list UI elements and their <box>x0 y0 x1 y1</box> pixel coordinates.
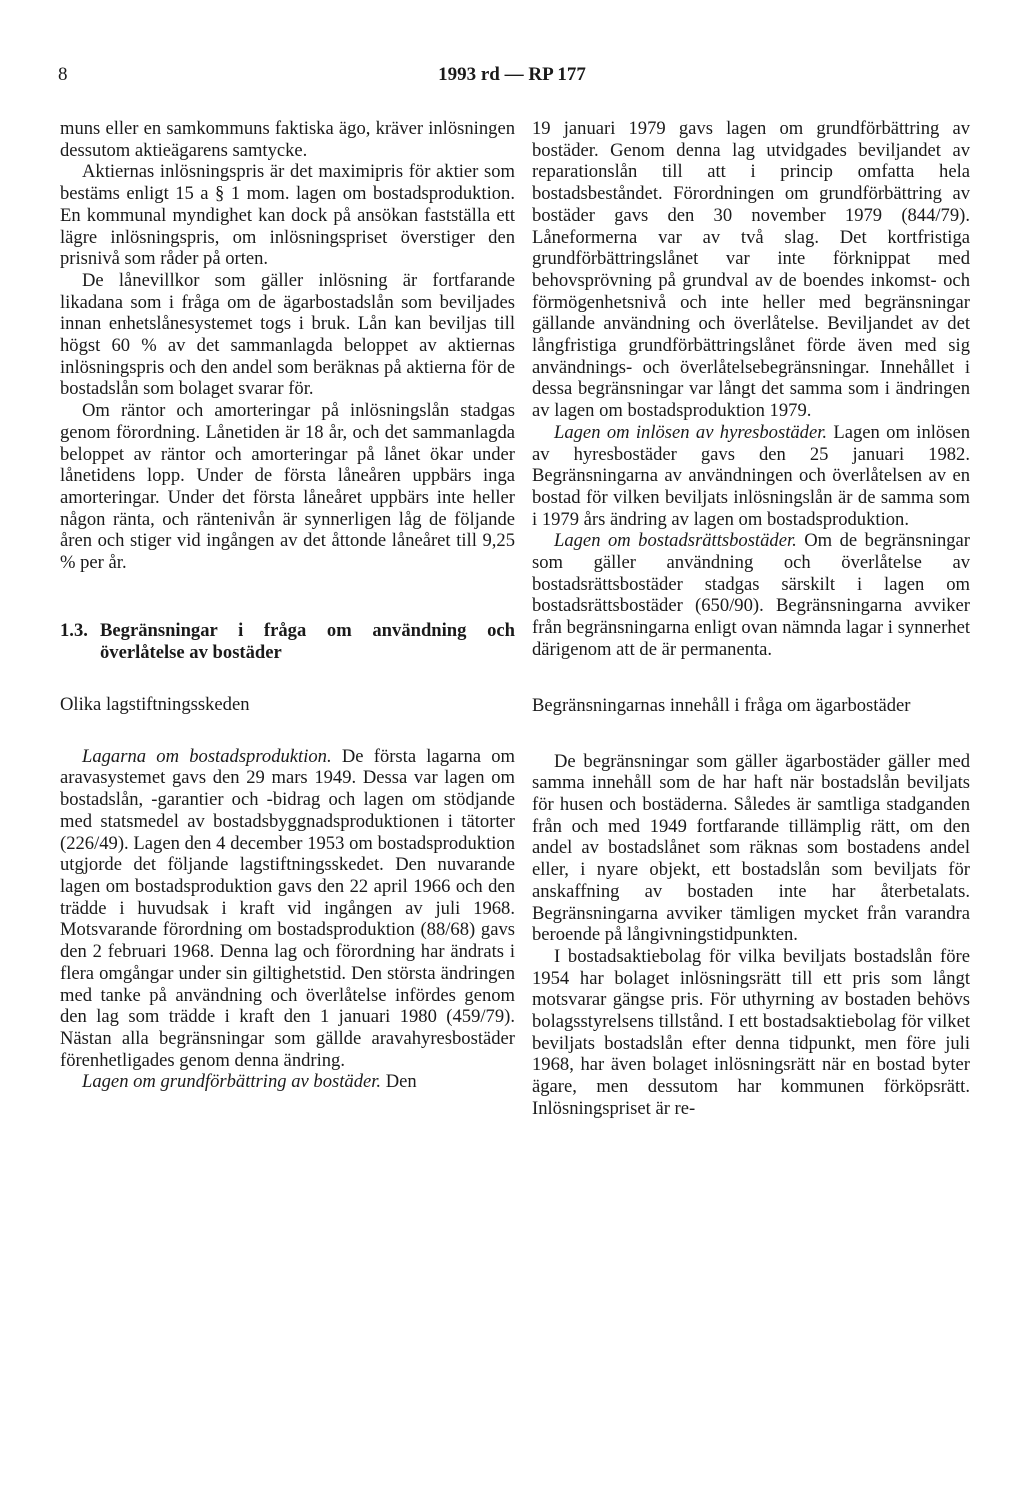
paragraph-text: Om de begränsningar som gäller användning och överlåtelse av bostadsrättsbostäder stadgas särskilt i lagen om bostadsrättsbostäder (650/90). Begränsningarna avviker från begränsningarna enligt ovan nämnda lagar i synnerhet därigenom att de är permanenta. <box>532 530 970 660</box>
law-title: Lagen om grundförbättring av bostäder. <box>82 1071 382 1093</box>
law-title: Lagen om bostadsrättsbostäder. <box>554 530 797 552</box>
paragraph-text: Lagen om inlösen av hyresbostäder gavs den 25 januari 1982. Begränsningarna av användningen och överlåtelsen av en bostad för vilken beviljats inlösningslån är de samma som i 1979 års ändring av lagen om bostadsproduktion. <box>532 421 970 530</box>
paragraph <box>532 530 970 660</box>
subheading: Begränsningarnas innehåll i fråga om ägarbostäder <box>532 694 911 716</box>
section-title: Begränsningar i fråga om användning och överlåtelse av bostäder <box>100 619 515 663</box>
paragraph: De lånevillkor som gäller inlösning är fortfarande likadana som i fråga om de ägarbostadslån som beviljades innan enhetslånesystemet togs i bruk. Lån kan beviljas till högst 60 % av det sammanlagda beloppet av aktiernas inlösningspris och den andel som beräknas på aktierna för de bostadslån som bolaget svarar för. <box>60 269 515 400</box>
paragraph: Aktiernas inlösningspris är det maximipris för aktier som bestäms enligt 15 a § 1 mom. lagen om bostadsproduktion. En kommunal myndighet kan dock på ansökan fastställa ett lägre inlösningspris, om inlösningspriset överstiger den prisnivå som råder på orten. <box>60 161 515 270</box>
law-title: Lagarna om bostadsproduktion. <box>82 745 332 767</box>
paragraph: muns eller en samkommuns faktiska ägo, kräver inlösningen dessutom aktieägarens samtycke. <box>60 118 515 161</box>
paragraph: Om räntor och amorteringar på inlösningslån stadgas genom förordning. Lånetiden är 18 år, och det sammanlagda beloppet av räntor och amorteringar på lånet ökar under lånetidens lopp. Under de första låneåren uppbärs inga amorteringar. Under det första låneåret uppbärs inte heller någon ränta, och räntenivån är synnerligen låg de följande åren och stiger vid ingången av det åttonde låneåret till 9,25 % per år. <box>60 400 515 574</box>
section-heading <box>60 620 515 664</box>
paragraph-text: Den <box>381 1071 417 1093</box>
paragraph: I bostadsaktiebolag för vilka beviljats bostadslån före 1954 har bolaget inlösningsrätt till ett pris som långt motsvarar gängse pris. För uthyrning av bostaden behövs bolagsstyrelsens tillstånd. I ett bostadsaktiebolag för vilket beviljats bostadslån efter denna tidpunkt, men före juli 1968, har även bolaget inlösningsrätt när en bostad byter ägare, men dessutom har kommunen förköpsrätt. Inlösningspriset är re- <box>532 945 970 1119</box>
section-number: 1.3. <box>60 619 88 641</box>
running-head: 1993 rd — RP 177 <box>438 64 586 85</box>
page-number: 8 <box>58 64 68 85</box>
subheading: Olika lagstiftningsskeden <box>60 693 250 715</box>
paragraph: De begränsningar som gäller ägarbostäder gäller med samma innehåll som de har haft när bostadslån beviljats för husen och bostäderna. Således är samtliga stadganden från och med 1949 fortfarande tillämplig rätt, om den andel av bostadslånet som räknas som bostadens andel eller, i nyare objekt, ett bostadslån som beviljats för anskaffning av bostaden inte har återbetalats. Begränsningarna avviker tämligen mycket från varandra beroende på långivningstidpunkten. <box>532 750 970 946</box>
law-title: Lagen om inlösen av hyresbostäder. <box>554 421 828 443</box>
paragraph <box>532 422 970 531</box>
left-column <box>60 118 515 1093</box>
paragraph-text: De första lagarna om aravasystemet gavs den 29 mars 1949. Dessa var lagen om bostadslån, -garantier och -bidrag och lagen om stödjande med statsmedel av bostadsbyggnadsproduktionen i tätorter (226/49). Lagen den 4 december 1953 om bostadsproduktion utgjorde det följande lagstiftningsskedet. Den nuvarande lagen om bostadsproduktion gavs den 22 april 1966 och den trädde i huvudsak i kraft vid ingången av juli 1968. Motsvarande förordning om bostadsproduktion (88/68) gavs den 2 februari 1968. Denna lag och förordning har ändrats i flera omgångar under sin giltighetstid. Den största ändringen med tanke på användning och överlåtelse infördes genom den lag som trädde i kraft den 1 januari 1980 (459/79). Nästan alla begränsningar som gällde aravahyresbostäder förenhetligades genom denna ändring. <box>60 745 515 1071</box>
paragraph <box>60 746 515 1072</box>
paragraph <box>60 1071 515 1093</box>
paragraph: 19 januari 1979 gavs lagen om grundförbättring av bostäder. Genom denna lag utvidgades beviljandet av reparationslån till att i princip omfatta hela bostadsbeståndet. Förordningen om grundförbättring av bostäder gavs den 30 november 1979 (844/79). Låneformerna var av två slag. Det kortfristiga grundförbättringslånet var inte förknippat med behovsprövning på grundval av de boendes inkomst- och förmögenhetsnivå och inte heller med begränsningar gällande användning och överlåtelse. Beviljandet av det långfristiga grundförbättringslånet förde även med sig användnings- och överlåtelsebegränsningar. Innehållet i dessa begränsningar var långt det samma som i ändringen av lagen om bostadsproduktion 1979. <box>532 118 970 422</box>
right-column <box>532 118 970 1120</box>
